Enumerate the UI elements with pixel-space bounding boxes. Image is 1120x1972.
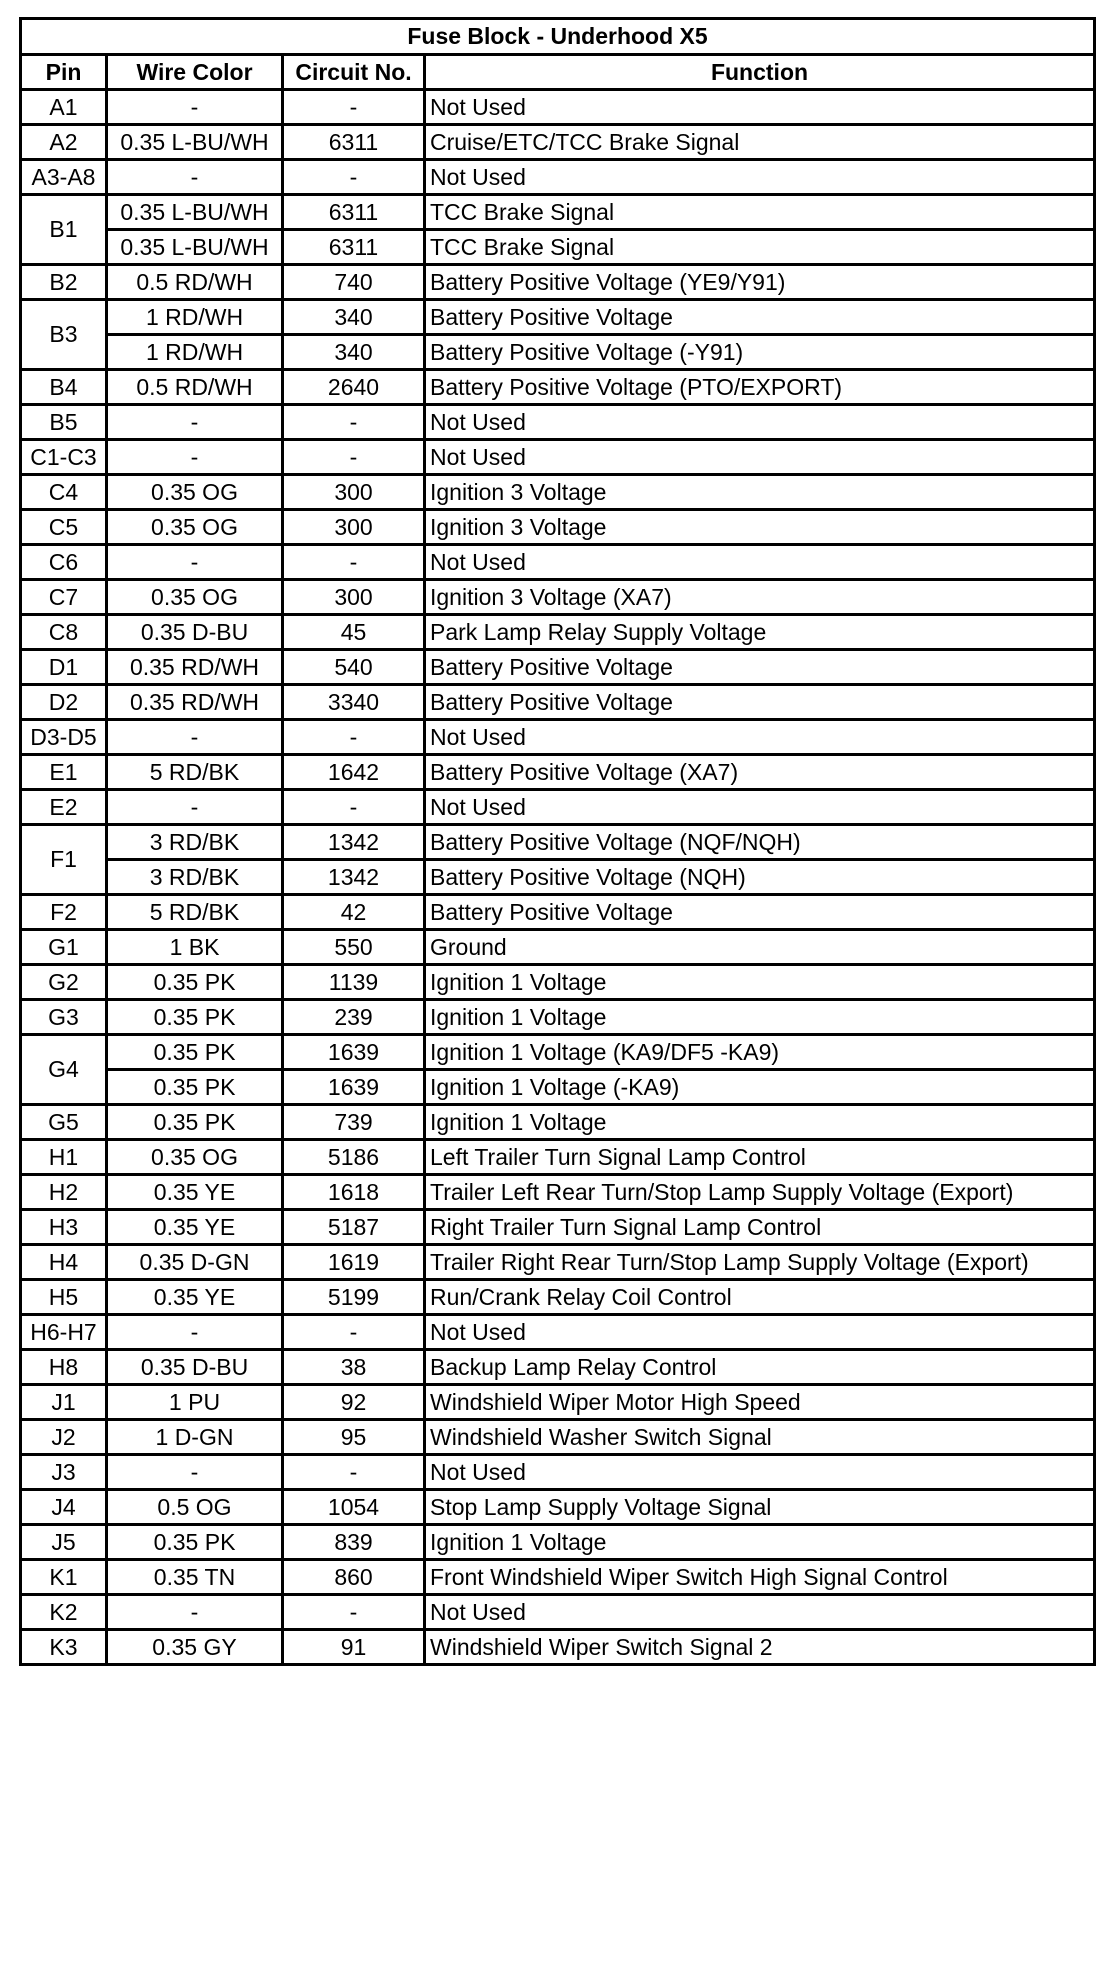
circuit-number-cell: 6311 (283, 195, 425, 230)
table-row (21, 930, 1095, 965)
circuit-number-cell: 1342 (283, 825, 425, 860)
wire-color-cell: 0.35 L-BU/WH (107, 195, 283, 230)
table-row (21, 650, 1095, 685)
table-row (21, 790, 1095, 825)
circuit-number-cell: 5199 (283, 1280, 425, 1315)
pin-cell: H5 (21, 1280, 107, 1315)
wire-color-cell: 0.35 TN (107, 1560, 283, 1595)
wire-color-cell: - (107, 1315, 283, 1350)
pin-cell: J5 (21, 1525, 107, 1560)
table-row (21, 370, 1095, 405)
pin-cell: C7 (21, 580, 107, 615)
wire-color-cell: 0.35 D-GN (107, 1245, 283, 1280)
wire-color-cell: 0.35 YE (107, 1280, 283, 1315)
table-row (21, 230, 1095, 265)
circuit-number-cell: 540 (283, 650, 425, 685)
pin-cell: B5 (21, 405, 107, 440)
circuit-number-cell: - (283, 440, 425, 475)
function-cell: Run/Crank Relay Coil Control (425, 1280, 1095, 1315)
function-cell: Windshield Washer Switch Signal (425, 1420, 1095, 1455)
table-row (21, 1175, 1095, 1210)
circuit-number-cell: - (283, 545, 425, 580)
table-row (21, 1350, 1095, 1385)
table-row (21, 1245, 1095, 1280)
function-cell: Not Used (425, 1315, 1095, 1350)
header-row (21, 55, 1095, 90)
wire-color-cell: 0.35 D-BU (107, 1350, 283, 1385)
pin-cell: B1 (21, 195, 107, 265)
pin-cell: F1 (21, 825, 107, 895)
pin-cell: D1 (21, 650, 107, 685)
function-cell: Left Trailer Turn Signal Lamp Control (425, 1140, 1095, 1175)
table-row (21, 1525, 1095, 1560)
table-row (21, 545, 1095, 580)
pin-cell: G4 (21, 1035, 107, 1105)
wire-color-cell: 0.35 PK (107, 1000, 283, 1035)
circuit-number-cell: 300 (283, 580, 425, 615)
circuit-number-cell: - (283, 790, 425, 825)
pin-cell: H2 (21, 1175, 107, 1210)
pinout-table (19, 17, 1096, 1666)
wire-color-cell: - (107, 1595, 283, 1630)
table-row (21, 720, 1095, 755)
header-wire-color: Wire Color (107, 55, 283, 90)
function-cell: Ignition 1 Voltage (425, 965, 1095, 1000)
function-cell: Battery Positive Voltage (425, 685, 1095, 720)
table-row (21, 1490, 1095, 1525)
circuit-number-cell: 38 (283, 1350, 425, 1385)
table-row (21, 1630, 1095, 1665)
wire-color-cell: 0.5 OG (107, 1490, 283, 1525)
pin-cell: B2 (21, 265, 107, 300)
function-cell: Windshield Wiper Switch Signal 2 (425, 1630, 1095, 1665)
pin-cell: E2 (21, 790, 107, 825)
pin-cell: H4 (21, 1245, 107, 1280)
pin-cell: C5 (21, 510, 107, 545)
table-row (21, 755, 1095, 790)
pin-cell: H8 (21, 1350, 107, 1385)
pin-cell: G3 (21, 1000, 107, 1035)
pin-cell: C6 (21, 545, 107, 580)
circuit-number-cell: 6311 (283, 230, 425, 265)
circuit-number-cell: 3340 (283, 685, 425, 720)
table-row (21, 475, 1095, 510)
circuit-number-cell: 839 (283, 1525, 425, 1560)
circuit-number-cell: 5187 (283, 1210, 425, 1245)
pin-cell: B3 (21, 300, 107, 370)
function-cell: Battery Positive Voltage (NQH) (425, 860, 1095, 895)
circuit-number-cell: 340 (283, 335, 425, 370)
circuit-number-cell: 1639 (283, 1035, 425, 1070)
function-cell: Ignition 1 Voltage (KA9/DF5 -KA9) (425, 1035, 1095, 1070)
circuit-number-cell: 42 (283, 895, 425, 930)
wire-color-cell: - (107, 90, 283, 125)
wire-color-cell: 0.35 PK (107, 1070, 283, 1105)
table-row (21, 90, 1095, 125)
table-row (21, 265, 1095, 300)
circuit-number-cell: 91 (283, 1630, 425, 1665)
wire-color-cell: 3 RD/BK (107, 860, 283, 895)
table-row (21, 1140, 1095, 1175)
circuit-number-cell: - (283, 405, 425, 440)
pin-cell: K2 (21, 1595, 107, 1630)
circuit-number-cell: 92 (283, 1385, 425, 1420)
pin-cell: J1 (21, 1385, 107, 1420)
function-cell: Ignition 3 Voltage (425, 510, 1095, 545)
table-row (21, 1385, 1095, 1420)
table-row (21, 335, 1095, 370)
pin-cell: H3 (21, 1210, 107, 1245)
pin-cell: B4 (21, 370, 107, 405)
wire-color-cell: 0.5 RD/WH (107, 265, 283, 300)
wire-color-cell: 0.35 YE (107, 1210, 283, 1245)
function-cell: Backup Lamp Relay Control (425, 1350, 1095, 1385)
function-cell: Not Used (425, 90, 1095, 125)
circuit-number-cell: 739 (283, 1105, 425, 1140)
function-cell: Cruise/ETC/TCC Brake Signal (425, 125, 1095, 160)
pin-cell: G5 (21, 1105, 107, 1140)
wire-color-cell: 0.5 RD/WH (107, 370, 283, 405)
wire-color-cell: - (107, 1455, 283, 1490)
pin-cell: C1-C3 (21, 440, 107, 475)
table-row (21, 580, 1095, 615)
wire-color-cell: 0.35 PK (107, 1035, 283, 1070)
function-cell: Front Windshield Wiper Switch High Signal Control (425, 1560, 1095, 1595)
function-cell: Ignition 1 Voltage (425, 1105, 1095, 1140)
function-cell: Not Used (425, 720, 1095, 755)
table-row (21, 1315, 1095, 1350)
wire-color-cell: - (107, 790, 283, 825)
table-row (21, 300, 1095, 335)
circuit-number-cell: 95 (283, 1420, 425, 1455)
circuit-number-cell: 2640 (283, 370, 425, 405)
wire-color-cell: 0.35 GY (107, 1630, 283, 1665)
pin-cell: E1 (21, 755, 107, 790)
wire-color-cell: 0.35 OG (107, 510, 283, 545)
circuit-number-cell: 5186 (283, 1140, 425, 1175)
wire-color-cell: 0.35 OG (107, 580, 283, 615)
wire-color-cell: 0.35 L-BU/WH (107, 125, 283, 160)
table-row (21, 1280, 1095, 1315)
header-circuit-no: Circuit No. (283, 55, 425, 90)
function-cell: Windshield Wiper Motor High Speed (425, 1385, 1095, 1420)
pin-cell: G1 (21, 930, 107, 965)
table-row (21, 825, 1095, 860)
function-cell: Not Used (425, 545, 1095, 580)
wire-color-cell: - (107, 405, 283, 440)
wire-color-cell: 0.35 PK (107, 1525, 283, 1560)
function-cell: Not Used (425, 440, 1095, 475)
header-pin: Pin (21, 55, 107, 90)
circuit-number-cell: 1642 (283, 755, 425, 790)
function-cell: Right Trailer Turn Signal Lamp Control (425, 1210, 1095, 1245)
table-row (21, 125, 1095, 160)
function-cell: Battery Positive Voltage (-Y91) (425, 335, 1095, 370)
pin-cell: A2 (21, 125, 107, 160)
wire-color-cell: - (107, 545, 283, 580)
table-row (21, 405, 1095, 440)
table-row (21, 160, 1095, 195)
circuit-number-cell: - (283, 1315, 425, 1350)
circuit-number-cell: 550 (283, 930, 425, 965)
table-row (21, 1455, 1095, 1490)
wire-color-cell: 1 BK (107, 930, 283, 965)
table-title: Fuse Block - Underhood X5 (21, 19, 1095, 55)
function-cell: Ignition 1 Voltage (425, 1000, 1095, 1035)
table-body (21, 90, 1095, 1665)
pin-cell: F2 (21, 895, 107, 930)
table-row (21, 1000, 1095, 1035)
table-row (21, 1420, 1095, 1455)
function-cell: Battery Positive Voltage (YE9/Y91) (425, 265, 1095, 300)
wire-color-cell: - (107, 720, 283, 755)
function-cell: Park Lamp Relay Supply Voltage (425, 615, 1095, 650)
circuit-number-cell: 1618 (283, 1175, 425, 1210)
wire-color-cell: 0.35 D-BU (107, 615, 283, 650)
pin-cell: C4 (21, 475, 107, 510)
wire-color-cell: 3 RD/BK (107, 825, 283, 860)
wire-color-cell: 0.35 OG (107, 475, 283, 510)
table-row (21, 685, 1095, 720)
function-cell: Battery Positive Voltage (425, 300, 1095, 335)
circuit-number-cell: 1139 (283, 965, 425, 1000)
circuit-number-cell: 740 (283, 265, 425, 300)
function-cell: Ignition 3 Voltage (425, 475, 1095, 510)
circuit-number-cell: 239 (283, 1000, 425, 1035)
circuit-number-cell: 1342 (283, 860, 425, 895)
function-cell: TCC Brake Signal (425, 195, 1095, 230)
function-cell: Ignition 1 Voltage (-KA9) (425, 1070, 1095, 1105)
table-row (21, 965, 1095, 1000)
pin-cell: D3-D5 (21, 720, 107, 755)
pin-cell: H1 (21, 1140, 107, 1175)
circuit-number-cell: - (283, 90, 425, 125)
wire-color-cell: 1 D-GN (107, 1420, 283, 1455)
pin-cell: J3 (21, 1455, 107, 1490)
wire-color-cell: 0.35 PK (107, 1105, 283, 1140)
circuit-number-cell: - (283, 1595, 425, 1630)
function-cell: Not Used (425, 160, 1095, 195)
wire-color-cell: 0.35 RD/WH (107, 685, 283, 720)
title-row (21, 19, 1095, 55)
function-cell: Trailer Right Rear Turn/Stop Lamp Supply Voltage (Export) (425, 1245, 1095, 1280)
table-row (21, 1070, 1095, 1105)
wire-color-cell: - (107, 440, 283, 475)
table-row (21, 615, 1095, 650)
pin-cell: K3 (21, 1630, 107, 1665)
function-cell: Battery Positive Voltage (XA7) (425, 755, 1095, 790)
function-cell: Not Used (425, 1595, 1095, 1630)
header-function: Function (425, 55, 1095, 90)
pin-cell: G2 (21, 965, 107, 1000)
table-row (21, 1105, 1095, 1140)
function-cell: Ignition 3 Voltage (XA7) (425, 580, 1095, 615)
circuit-number-cell: 300 (283, 475, 425, 510)
function-cell: Battery Positive Voltage (425, 650, 1095, 685)
circuit-number-cell: 1639 (283, 1070, 425, 1105)
function-cell: Stop Lamp Supply Voltage Signal (425, 1490, 1095, 1525)
circuit-number-cell: 6311 (283, 125, 425, 160)
circuit-number-cell: 860 (283, 1560, 425, 1595)
wire-color-cell: 0.35 OG (107, 1140, 283, 1175)
function-cell: Battery Positive Voltage (PTO/EXPORT) (425, 370, 1095, 405)
function-cell: Ignition 1 Voltage (425, 1525, 1095, 1560)
table-row (21, 1560, 1095, 1595)
function-cell: Ground (425, 930, 1095, 965)
pin-cell: H6-H7 (21, 1315, 107, 1350)
wire-color-cell: 0.35 L-BU/WH (107, 230, 283, 265)
wire-color-cell: 0.35 YE (107, 1175, 283, 1210)
pin-cell: J2 (21, 1420, 107, 1455)
pin-cell: D2 (21, 685, 107, 720)
wire-color-cell: 0.35 RD/WH (107, 650, 283, 685)
table-row (21, 1595, 1095, 1630)
wire-color-cell: 1 RD/WH (107, 300, 283, 335)
circuit-number-cell: 45 (283, 615, 425, 650)
function-cell: Battery Positive Voltage (425, 895, 1095, 930)
function-cell: Not Used (425, 405, 1095, 440)
function-cell: Trailer Left Rear Turn/Stop Lamp Supply Voltage (Export) (425, 1175, 1095, 1210)
wire-color-cell: 5 RD/BK (107, 895, 283, 930)
circuit-number-cell: 340 (283, 300, 425, 335)
function-cell: TCC Brake Signal (425, 230, 1095, 265)
function-cell: Battery Positive Voltage (NQF/NQH) (425, 825, 1095, 860)
table-row (21, 1035, 1095, 1070)
circuit-number-cell: 1054 (283, 1490, 425, 1525)
connector-end-view-table-page (19, 17, 1093, 1666)
circuit-number-cell: 1619 (283, 1245, 425, 1280)
wire-color-cell: 0.35 PK (107, 965, 283, 1000)
circuit-number-cell: - (283, 160, 425, 195)
function-cell: Not Used (425, 790, 1095, 825)
circuit-number-cell: - (283, 720, 425, 755)
pin-cell: C8 (21, 615, 107, 650)
table-row (21, 860, 1095, 895)
wire-color-cell: - (107, 160, 283, 195)
circuit-number-cell: - (283, 1455, 425, 1490)
wire-color-cell: 1 RD/WH (107, 335, 283, 370)
pin-cell: A1 (21, 90, 107, 125)
table-row (21, 895, 1095, 930)
pin-cell: A3-A8 (21, 160, 107, 195)
table-row (21, 510, 1095, 545)
function-cell: Not Used (425, 1455, 1095, 1490)
circuit-number-cell: 300 (283, 510, 425, 545)
table-row (21, 440, 1095, 475)
pin-cell: K1 (21, 1560, 107, 1595)
wire-color-cell: 1 PU (107, 1385, 283, 1420)
table-row (21, 195, 1095, 230)
wire-color-cell: 5 RD/BK (107, 755, 283, 790)
table-row (21, 1210, 1095, 1245)
pin-cell: J4 (21, 1490, 107, 1525)
